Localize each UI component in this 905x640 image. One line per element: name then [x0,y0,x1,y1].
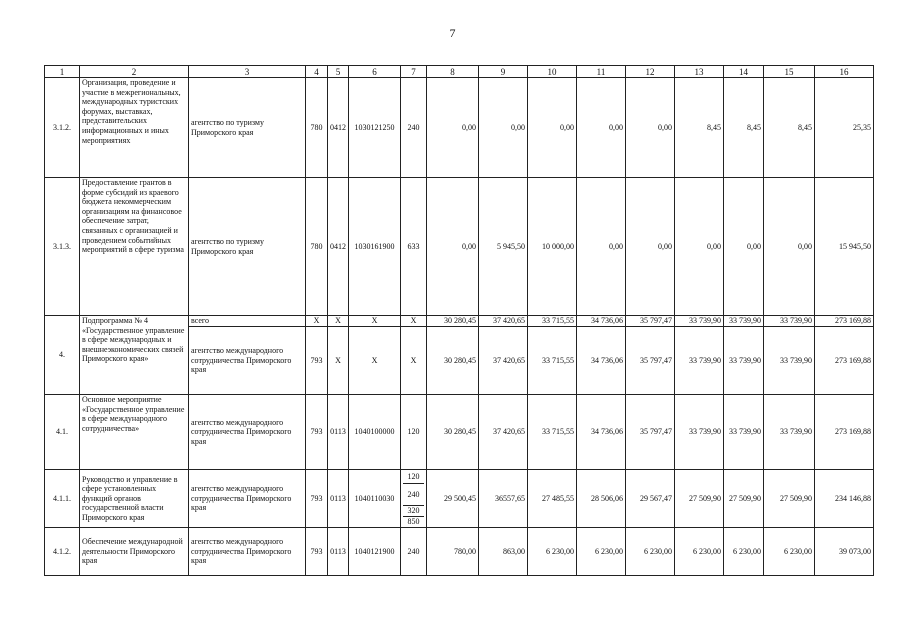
csr-code: X [349,327,401,395]
amount-cell: 33 715,55 [528,395,577,470]
total-cell: 273 169,88 [815,327,874,395]
vr-code: 240 [401,528,427,576]
amount-cell: 0,00 [764,178,815,316]
table-row [45,316,874,327]
amount-cell: 863,00 [479,528,528,576]
table-row [45,178,874,316]
amount-cell: 0,00 [577,78,626,178]
total-cell: 234 146,88 [815,470,874,528]
amount-cell: 29 567,47 [626,470,675,528]
amount-cell: 33 739,90 [764,327,815,395]
amount-cell: 35 797,47 [626,327,675,395]
amount-cell: 33 715,55 [528,327,577,395]
column-header: 12 [626,66,675,78]
amount-cell: 30 280,45 [427,327,479,395]
row-number: 4.1. [45,395,80,470]
vr-code: 120 [401,395,427,470]
measure-name: Обеспечение международной деятельности Приморского края [80,528,189,576]
amount-cell: 34 736,06 [577,395,626,470]
csr-code: 1040100000 [349,395,401,470]
column-header: 1 [45,66,80,78]
amount-cell: 10 000,00 [528,178,577,316]
amount-cell: 6 230,00 [724,528,764,576]
amount-cell: 6 230,00 [626,528,675,576]
table-row [45,395,874,470]
row-number: 4.1.2. [45,528,80,576]
amount-cell: 35 797,47 [626,316,675,327]
csr-code: 1030121250 [349,78,401,178]
column-header: 13 [675,66,724,78]
amount-cell: 780,00 [427,528,479,576]
amount-cell: 8,45 [675,78,724,178]
amount-cell: 0,00 [724,178,764,316]
vr-code: X [401,327,427,395]
column-header: 2 [80,66,189,78]
amount-cell: 0,00 [626,78,675,178]
amount-cell: 6 230,00 [764,528,815,576]
executor: агентство по туризму Приморского края [189,78,306,178]
column-header: 11 [577,66,626,78]
amount-cell: 33 739,90 [675,327,724,395]
amount-cell: 8,45 [764,78,815,178]
amount-cell: 6 230,00 [577,528,626,576]
total-cell: 273 169,88 [815,395,874,470]
grbs-code: 793 [306,395,328,470]
amount-cell: 34 736,06 [577,327,626,395]
row-number: 4.1.1. [45,470,80,528]
amount-cell: 0,00 [577,178,626,316]
executor: агентство по туризму Приморского края [189,178,306,316]
measure-name: Организация, проведение и участие в межрегиональных, международных туристских форумах, выставках, представительских информационных и иных мероприятиях [80,78,189,178]
amount-cell: 0,00 [626,178,675,316]
column-header: 6 [349,66,401,78]
measure-name: Руководство и управление в сфере установленных функций органов государственной власти Приморского края [80,470,189,528]
measure-name: Основное мероприятие «Государственное управление в сфере международного сотрудничества» [80,395,189,470]
amount-cell: 34 736,06 [577,316,626,327]
row-number: 4. [45,316,80,395]
rzpr-code: 0412 [328,78,349,178]
budget-table [44,65,874,576]
grbs-code: 780 [306,178,328,316]
table-row [45,528,874,576]
vr-code: 240 [401,78,427,178]
row-number: 3.1.3. [45,178,80,316]
amount-cell: 33 739,90 [724,327,764,395]
total-cell: 39 073,00 [815,528,874,576]
grbs-code: 780 [306,78,328,178]
column-header: 8 [427,66,479,78]
amount-cell: 35 797,47 [626,395,675,470]
amount-cell: 33 739,90 [764,316,815,327]
amount-cell: 0,00 [528,78,577,178]
measure-name: Подпрограмма № 4 «Государственное управление в сфере международных и внешнеэкономических связей Приморского края» [80,316,189,395]
amount-cell: 8,45 [724,78,764,178]
measure-name: Предоставление грантов в форме субсидий из краевого бюджета некоммерческим организациям на финансовое обеспечение затрат, связанных с организацией и проведением событийных мероприятий в сфере туризма [80,178,189,316]
amount-cell: 27 509,90 [764,470,815,528]
amount-cell: 27 485,55 [528,470,577,528]
column-header: 7 [401,66,427,78]
column-header: 3 [189,66,306,78]
amount-cell: 33 739,90 [724,316,764,327]
rzpr-code: 0113 [328,528,349,576]
amount-cell: 0,00 [427,78,479,178]
vr-code: 320 [403,506,424,517]
rzpr-code: 0113 [328,395,349,470]
column-header: 15 [764,66,815,78]
amount-cell: 30 280,45 [427,316,479,327]
amount-cell: 33 739,90 [675,316,724,327]
amount-cell: 37 420,65 [479,316,528,327]
rzpr-code: X [328,316,349,327]
amount-cell: 0,00 [427,178,479,316]
table-row [45,470,874,528]
executor: всего [189,316,306,327]
total-cell: 273 169,88 [815,316,874,327]
executor: агентство международного сотрудничества Приморского края [189,470,306,528]
csr-code: 1040110030 [349,470,401,528]
column-header: 16 [815,66,874,78]
column-header: 14 [724,66,764,78]
amount-cell: 0,00 [675,178,724,316]
amount-cell: 27 509,90 [724,470,764,528]
grbs-code: 793 [306,470,328,528]
amount-cell: 36557,65 [479,470,528,528]
amount-cell: 33 739,90 [724,395,764,470]
vr-code: 240 [403,484,424,506]
vr-code: 120 [403,470,424,484]
page-number: 7 [449,26,456,40]
amount-cell: 28 506,06 [577,470,626,528]
amount-cell: 33 739,90 [764,395,815,470]
amount-cell: 0,00 [479,78,528,178]
grbs-code: 793 [306,528,328,576]
amount-cell: 30 280,45 [427,395,479,470]
csr-code: 1040121900 [349,528,401,576]
rzpr-code: X [328,327,349,395]
executor: агентство международного сотрудничества Приморского края [189,327,306,395]
column-header: 5 [328,66,349,78]
amount-cell: 33 715,55 [528,316,577,327]
vr-code: X [401,316,427,327]
vr-code-stack [401,470,427,528]
amount-cell: 6 230,00 [675,528,724,576]
column-header: 10 [528,66,577,78]
grbs-code: 793 [306,327,328,395]
rzpr-code: 0113 [328,470,349,528]
csr-code: 1030161900 [349,178,401,316]
executor: агентство международного сотрудничества Приморского края [189,395,306,470]
total-cell: 25,35 [815,78,874,178]
amount-cell: 33 739,90 [675,395,724,470]
vr-code: 850 [407,517,420,526]
header-row [45,66,874,78]
grbs-code: X [306,316,328,327]
row-number: 3.1.2. [45,78,80,178]
column-header: 4 [306,66,328,78]
amount-cell: 37 420,65 [479,395,528,470]
executor: агентство международного сотрудничества Приморского края [189,528,306,576]
amount-cell: 5 945,50 [479,178,528,316]
amount-cell: 29 500,45 [427,470,479,528]
column-header: 9 [479,66,528,78]
amount-cell: 27 509,90 [675,470,724,528]
amount-cell: 37 420,65 [479,327,528,395]
total-cell: 15 945,50 [815,178,874,316]
amount-cell: 6 230,00 [528,528,577,576]
csr-code: X [349,316,401,327]
vr-code: 633 [401,178,427,316]
rzpr-code: 0412 [328,178,349,316]
table-row [45,78,874,178]
